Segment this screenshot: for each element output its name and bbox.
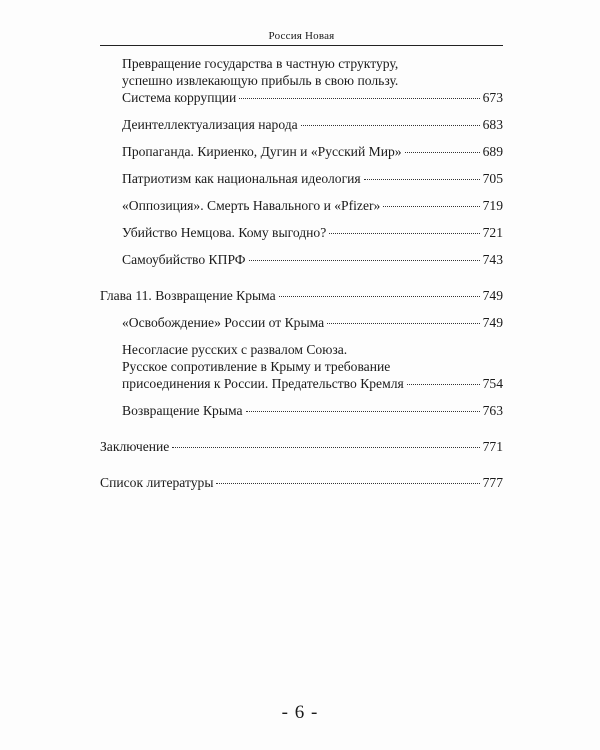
- toc-conclusion-title: Заключение: [100, 439, 170, 454]
- toc-chapter-page: 749: [482, 288, 503, 303]
- table-of-contents: [100, 55, 503, 491]
- running-head: Россия Новая: [268, 30, 335, 42]
- dot-leader: [249, 260, 480, 261]
- toc-entry-disagreement: [122, 341, 503, 392]
- dot-leader: [246, 411, 480, 412]
- toc-entry-lead-line: Превращение государства в частную структуру,: [122, 56, 399, 71]
- toc-entry-page: 763: [482, 403, 503, 418]
- toc-entry-page: 673: [482, 90, 503, 105]
- toc-entry-nemtsov: [122, 224, 503, 241]
- toc-entry-kprf: [122, 251, 503, 268]
- toc-entry-deintellectualization: [122, 116, 503, 133]
- toc-entry-page: 719: [482, 198, 503, 213]
- toc-entry-propaganda: [122, 143, 503, 160]
- dot-leader: [279, 296, 480, 297]
- toc-chapter-11: [100, 287, 503, 304]
- toc-entry-title: Самоубийство КПРФ: [122, 252, 246, 267]
- toc-entry-page: 689: [482, 144, 503, 159]
- toc-bibliography-page: 777: [482, 475, 503, 490]
- dot-leader: [407, 384, 480, 385]
- page-number: - 6 -: [281, 702, 319, 723]
- dot-leader: [405, 152, 480, 153]
- dot-leader: [239, 98, 479, 99]
- toc-entry-opposition: [122, 197, 503, 214]
- toc-entry-title: Пропаганда. Кириенко, Дугин и «Русский Мир»: [122, 144, 402, 159]
- toc-entry-return: [122, 402, 503, 419]
- toc-entry-page: 721: [482, 225, 503, 240]
- toc-entry-title: Патриотизм как национальная идеология: [122, 171, 361, 186]
- toc-entry-lead-line: Русское сопротивление в Крыму и требование: [122, 359, 391, 374]
- toc-entry-title: Система коррупции: [122, 90, 237, 105]
- dot-leader: [301, 125, 480, 126]
- toc-bibliography: [100, 474, 503, 491]
- toc-conclusion-page: 771: [482, 439, 503, 454]
- dot-leader: [383, 206, 479, 207]
- dot-leader: [327, 323, 479, 324]
- toc-entry-lead-line: успешно извлекающую прибыль в свою пользу.: [122, 73, 399, 88]
- toc-entry-page: 754: [482, 376, 503, 391]
- toc-entry-title: Деинтеллектуализация народа: [122, 117, 298, 132]
- toc-entry-title: Убийство Немцова. Кому выгодно?: [122, 225, 327, 240]
- toc-entry-patriotism: [122, 170, 503, 187]
- dot-leader: [216, 483, 479, 484]
- toc-entry-liberation: [122, 314, 503, 331]
- header-rule: [100, 45, 503, 46]
- toc-entry-page: 705: [482, 171, 503, 186]
- toc-conclusion: [100, 438, 503, 455]
- toc-chapter-title: Глава 11. Возвращение Крыма: [100, 288, 276, 303]
- toc-entry-title: присоединения к России. Предательство Кремля: [122, 376, 404, 391]
- toc-entry-title: Возвращение Крыма: [122, 403, 243, 418]
- toc-entry-corruption: [122, 55, 503, 106]
- dot-leader: [172, 447, 479, 448]
- dot-leader: [364, 179, 480, 180]
- toc-entry-page: 743: [482, 252, 503, 267]
- toc-entry-title: «Оппозиция». Смерть Навального и «Pfizer»: [122, 198, 381, 213]
- toc-bibliography-title: Список литературы: [100, 475, 214, 490]
- toc-entry-title: «Освобождение» России от Крыма: [122, 315, 325, 330]
- toc-entry-lead-line: Несогласие русских с развалом Союза.: [122, 342, 348, 357]
- dot-leader: [329, 233, 479, 234]
- toc-entry-page: 749: [482, 315, 503, 330]
- toc-entry-page: 683: [482, 117, 503, 132]
